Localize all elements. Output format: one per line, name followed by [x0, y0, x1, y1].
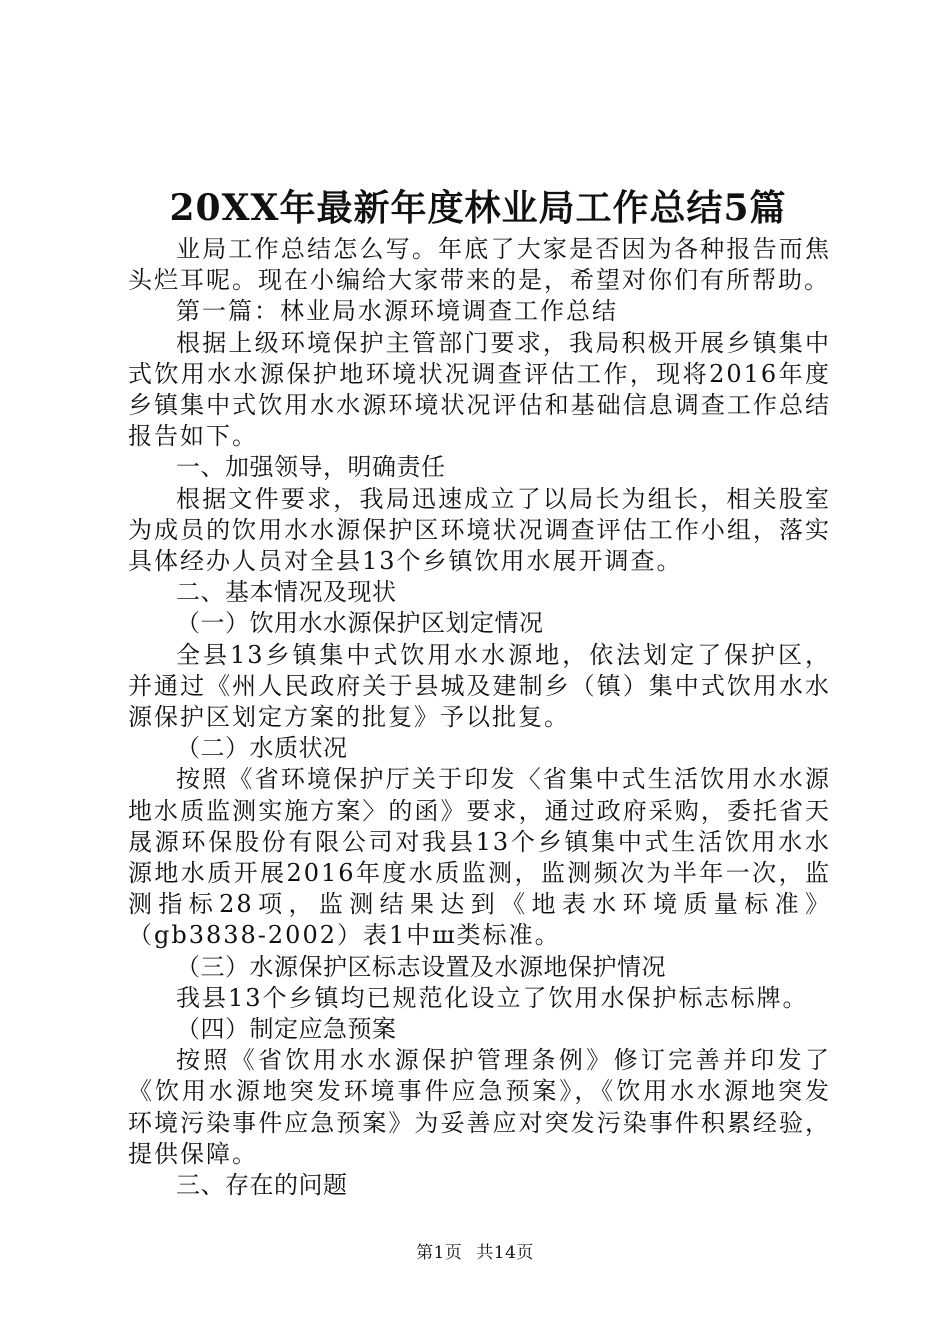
- intro-paragraph: 业局工作总结怎么写。年底了大家是否因为各种报告而焦头烂耳呢。现在小编给大家带来的是，希望对你们有所帮助。: [128, 235, 831, 295]
- page-number: 第1页: [416, 1243, 463, 1263]
- subsection-heading: （一）饮用水水源保护区划定情况: [176, 609, 544, 638]
- body-paragraph: 我县13个乡镇均已规范化设立了饮用水保护标志标牌。: [176, 983, 809, 1012]
- document-body: [128, 234, 831, 1201]
- body-paragraph: 按照《省环境保护厅关于印发〈省集中式生活饮用水水源地水质监测实施方案〉的函》要求，通过政府采购，委托省天晟源环保股份有限公司对我县13个乡镇集中式生活饮用水水源地水质开展2016年度水质监测，监测频次为半年一次，监测指标28项，监测结果达到《地表水环境质量标准》（gb3838-2002）表1中ш类标准。: [128, 765, 831, 950]
- subsection-heading: （二）水质状况: [176, 734, 348, 763]
- body-paragraph: 全县13乡镇集中式饮用水水源地，依法划定了保护区，并通过《州人民政府关于县城及建制乡（镇）集中式饮用水水源保护区划定方案的批复》予以批复。: [128, 640, 831, 732]
- section-heading: 二、基本情况及现状: [176, 578, 397, 607]
- page-total: 共14页: [476, 1243, 534, 1263]
- body-paragraph: 根据上级环境保护主管部门要求，我局积极开展乡镇集中式饮用水水源保护地环境状况调查评估工作，现将2016年度乡镇集中式饮用水水源环境状况评估和基础信息调查工作总结报告如下。: [128, 328, 831, 451]
- subsection-heading: （四）制定应急预案: [176, 1015, 397, 1044]
- chapter-title: 第一篇：林业局水源环境调查工作总结: [176, 297, 618, 326]
- document-title: 20XX年最新年度林业局工作总结5篇: [169, 187, 787, 229]
- body-paragraph: 根据文件要求，我局迅速成立了以局长为组长，相关股室为成员的饮用水水源保护区环境状况调查评估工作小组，落实具体经办人员对全县13个乡镇饮用水展开调查。: [128, 484, 831, 576]
- section-heading: 三、存在的问题: [176, 1171, 348, 1200]
- subsection-heading: （三）水源保护区标志设置及水源地保护情况: [176, 952, 666, 981]
- body-paragraph: 按照《省饮用水水源保护管理条例》修订完善并印发了《饮用水源地突发环境事件应急预案》，《饮用水水源地突发环境污染事件应急预案》为妥善应对突发污染事件积累经验，提供保障。: [128, 1046, 831, 1168]
- page-footer: [0, 1242, 950, 1264]
- section-heading: 一、加强领导，明确责任: [176, 453, 446, 482]
